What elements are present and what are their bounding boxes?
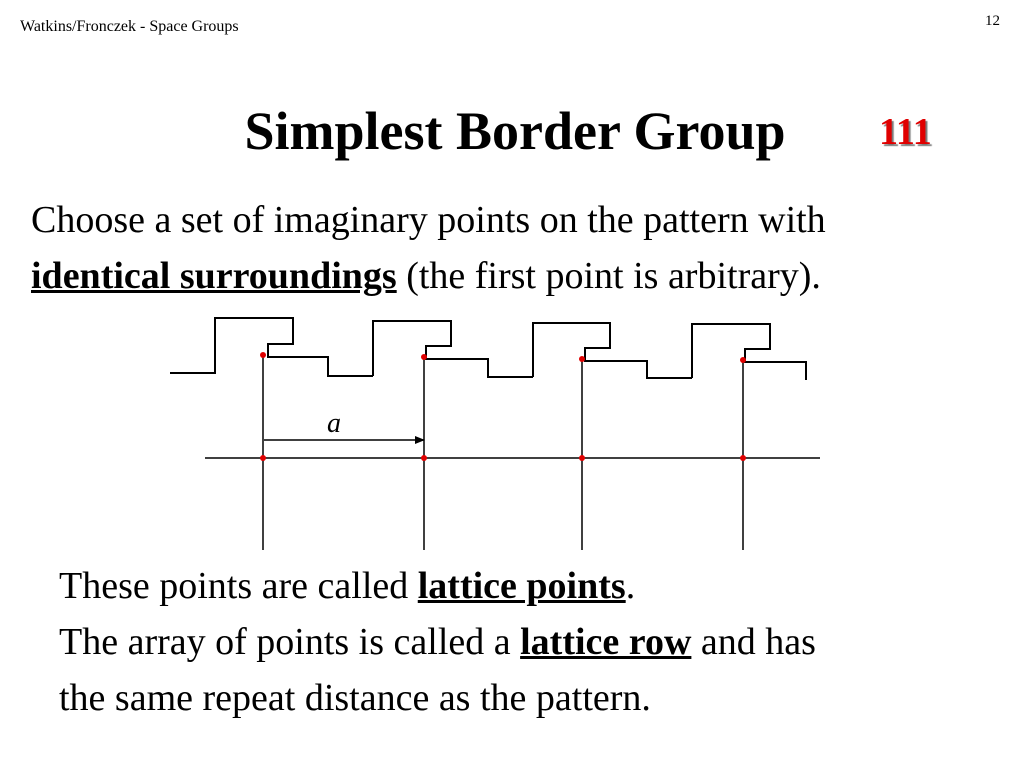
lattice-drop-lines [263,357,743,550]
repeat-distance-label: a [327,408,341,439]
lattice-point-4 [740,455,746,461]
outro-paragraph [59,558,1019,726]
lattice-point-3 [579,455,585,461]
lattice-points-term: lattice points [417,565,626,607]
lattice-point-1 [260,455,266,461]
pattern-point-2 [421,354,427,360]
pattern-motif-3 [533,323,692,378]
pattern-motif-4 [692,324,806,380]
pattern-point-4 [740,357,746,363]
outro-text-1a: These points are called [59,565,418,607]
outro-text-2a: The array of points is called a [59,621,521,663]
outro-text-1b: . [625,565,636,607]
group-badge: 111 [879,111,932,153]
title-text: Simplest Border Group [244,101,786,161]
lattice-point-2 [421,455,427,461]
pattern-motif-2 [373,321,533,377]
pattern-points [260,352,746,363]
pattern-point-1 [260,352,266,358]
intro-text-2: (the first point is arbitrary). [396,255,821,297]
outro-text-3: the same repeat distance as the pattern. [59,677,651,719]
border-pattern [170,318,806,380]
intro-emphasis: identical surroundings [31,255,397,297]
pattern-motif-1 [170,318,373,376]
outro-text-2b: and has [691,621,816,663]
lattice-row-term: lattice row [520,621,692,663]
header-left: Watkins/Fronczek - Space Groups [20,18,239,35]
pattern-point-3 [579,356,585,362]
page-number: 12 [985,13,1000,29]
intro-text-1: Choose a set of imaginary points on the pattern with [31,199,826,241]
